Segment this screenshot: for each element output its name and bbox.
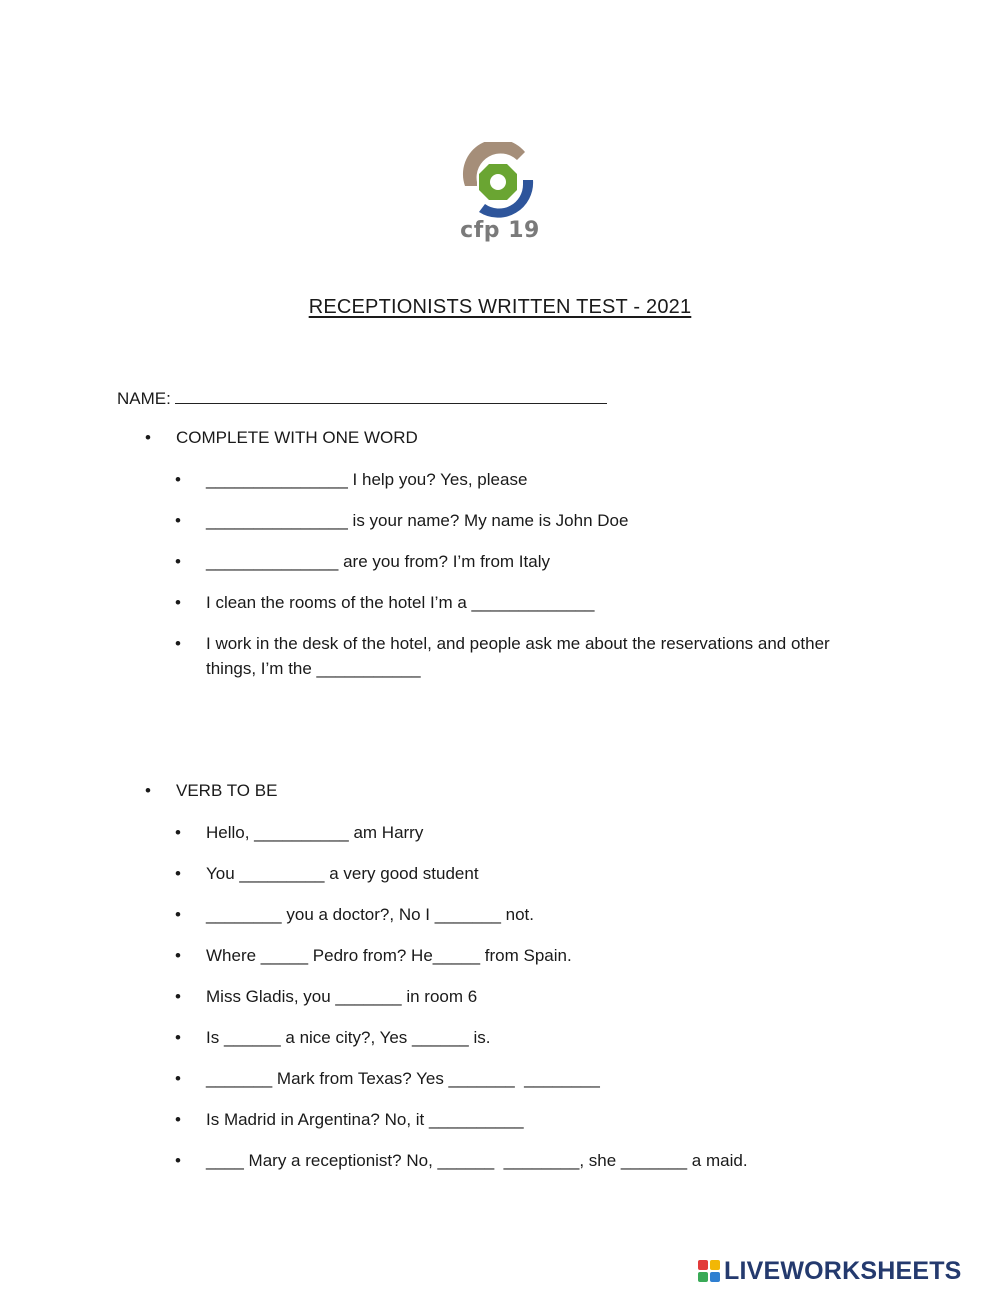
section-heading-text: VERB TO BE: [176, 781, 278, 800]
list-item: [175, 549, 875, 574]
list-item-text: Where _____ Pedro from? He_____ from Spain.: [206, 946, 572, 965]
bullet: •: [175, 946, 181, 965]
bullet: •: [175, 905, 181, 924]
list-item-text: Hello, __________ am Harry: [206, 823, 424, 842]
bullet: •: [175, 823, 181, 842]
bullet: •: [175, 864, 181, 883]
bullet: •: [175, 634, 181, 653]
liveworksheets-brand: LIVEWORKSHEETS: [724, 1257, 962, 1285]
list-item: [175, 902, 875, 927]
list-item-text: _______________ is your name? My name is John Doe: [206, 511, 629, 530]
bullet: •: [175, 552, 181, 571]
bullet: •: [175, 593, 181, 612]
cfp19-logo: [459, 142, 541, 250]
list-item: [175, 1107, 875, 1132]
logo-text: cfp 19: [460, 218, 540, 243]
list-item: [175, 984, 875, 1009]
list-item-text: I clean the rooms of the hotel I’m a _____________: [206, 593, 595, 612]
list-item-text: I work in the desk of the hotel, and people ask me about the reservations and other things, I’m the ___________: [206, 634, 830, 678]
cfp19-emblem-icon: [459, 142, 541, 218]
list-item-text: You _________ a very good student: [206, 864, 479, 883]
list-item-text: Is ______ a nice city?, Yes ______ is.: [206, 1028, 491, 1047]
name-row: [117, 386, 607, 409]
list-item: [175, 943, 875, 968]
liveworksheets-logo: [698, 1257, 994, 1287]
name-label: NAME:: [117, 389, 171, 408]
bullet: •: [145, 781, 151, 800]
name-blank-line: [175, 386, 607, 404]
list-item-text: ______________ are you from? I’m from Italy: [206, 552, 550, 571]
section-heading-text: COMPLETE WITH ONE WORD: [176, 428, 418, 447]
list-item-text: Is Madrid in Argentina? No, it __________: [206, 1110, 524, 1129]
list-item-text: ________ you a doctor?, No I _______ not.: [206, 905, 534, 924]
list-item: [175, 590, 875, 615]
bullet: •: [175, 511, 181, 530]
list-item: [175, 508, 875, 533]
list-item: [175, 631, 880, 681]
list-item: [175, 1025, 875, 1050]
section-heading-complete: [145, 428, 418, 448]
bullet: •: [175, 1028, 181, 1047]
list-item-text: _______________ I help you? Yes, please: [206, 470, 528, 489]
list-item: [175, 820, 875, 845]
page-title: RECEPTIONISTS WRITTEN TEST - 2021: [308, 296, 692, 318]
bullet: •: [175, 1110, 181, 1129]
list-item-text: ____ Mary a receptionist? No, ______ ________, she _______ a maid.: [206, 1151, 748, 1170]
bullet: •: [175, 1069, 181, 1088]
bullet: •: [175, 987, 181, 1006]
list-item: [175, 467, 875, 492]
list-item-text: _______ Mark from Texas? Yes _______ ________: [206, 1069, 600, 1088]
bullet: •: [175, 470, 181, 489]
list-item-text: Miss Gladis, you _______ in room 6: [206, 987, 478, 1006]
list-item: [175, 1148, 875, 1173]
liveworksheets-blocks-icon: [698, 1260, 720, 1282]
bullet: •: [145, 428, 151, 447]
section-heading-verb-to-be: [145, 781, 277, 801]
list-item: [175, 861, 875, 886]
bullet: •: [175, 1151, 181, 1170]
list-item: [175, 1066, 875, 1091]
